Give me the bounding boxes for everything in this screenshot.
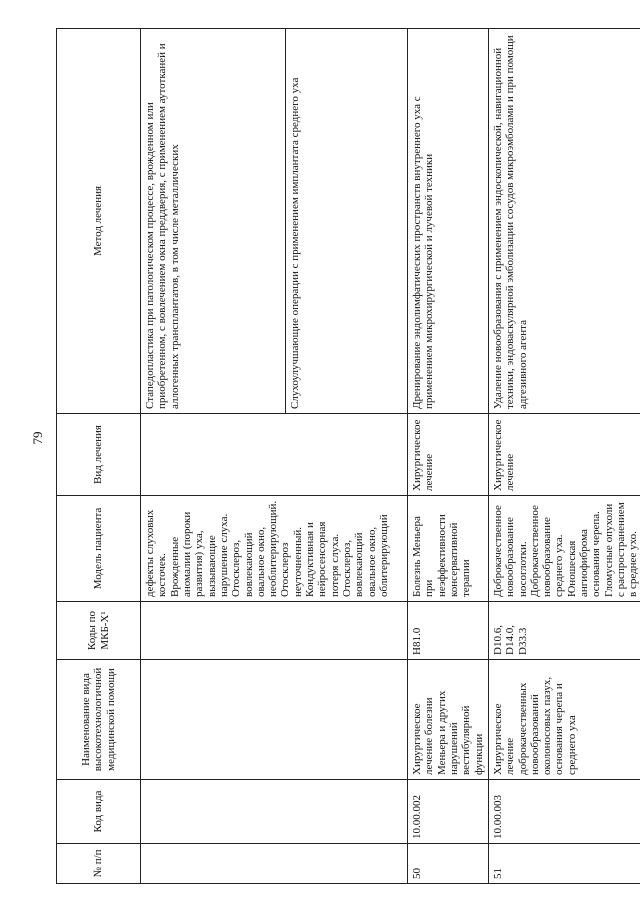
- header-type: Вид лечения: [57, 414, 141, 496]
- cell-method-2: Слухоулучшающие операции с применением имплантата среднего уха: [289, 77, 301, 409]
- table-row: [141, 29, 408, 884]
- header-code: Код вида: [57, 780, 141, 844]
- cell-type: Хирургическое лечение: [408, 414, 489, 496]
- header-num: № п/п: [57, 844, 141, 884]
- cell-model: Болезнь Меньера при неэффективности консервативной терапии: [408, 496, 489, 602]
- cell-num: 51: [488, 844, 640, 884]
- page-number: 79: [30, 431, 45, 445]
- rotated-table-wrapper: [56, 29, 640, 884]
- header-method: Метод лечения: [57, 29, 141, 414]
- cell-mkb: H81.0: [408, 602, 489, 660]
- cell-method: [141, 29, 408, 414]
- cell-num: 50: [408, 844, 489, 884]
- cell-name: Хирургическое лечение доброкачественных новообразований околоносовых пазух, основания черепа и среднего уха: [488, 660, 640, 780]
- cell-name: Хирургическое лечение болезни Меньера и других нарушений вестибулярной функции: [408, 660, 489, 780]
- header-model: Модель пациента: [57, 496, 141, 602]
- cell-type: [141, 414, 408, 496]
- table-row: [488, 29, 640, 884]
- cell-type: Хирургическое лечение: [488, 414, 640, 496]
- header-mkb: Коды по МКБ-Х¹: [57, 602, 141, 660]
- cell-code: 10.00.003: [488, 780, 640, 844]
- header-name: Наименование вида высокотехнологичной медицинской помощи: [57, 660, 141, 780]
- cell-method: Удаление новообразования с применением эндоскопической, навигационной техники, эндоваскулярной эмболизации сосудов микроэмболами и при помощи адгезивного агента: [488, 29, 640, 414]
- table-row: [408, 29, 489, 884]
- cell-code: [141, 780, 408, 844]
- cell-model: Доброкачественное новообразование носоглотки. Доброкачественное новообразование среднего уха. Юношеская ангиофиброма основания черепа. Гломусные опухоли с распространением в среднее ухо.: [488, 496, 640, 602]
- cell-mkb: [141, 602, 408, 660]
- cell-model: дефекты слуховых косточек. Врожденные аномалии (пороки развития) уха, вызывающие нарушение слуха. Отосклероз, вовлекающий овальное окно, необлитерирующий. Отосклероз неуточненный. Кондуктивная и нейросенсорная потеря слуха. Отосклероз, вовлекающий овальное окно, облитерирующий: [141, 496, 408, 602]
- cell-code: 10.00.002: [408, 780, 489, 844]
- cell-mkb: D10.6, D14.0, D33.3: [488, 602, 640, 660]
- vmp-table: [56, 28, 640, 884]
- cell-method-1: Стапедопластика при патологическом процессе, врожденном или приобретенном, с вовлечением окна преддверия, с применением аутотканей и аллогенных трансплантатов, в том числе металлических: [141, 29, 286, 413]
- table-header-row: [57, 29, 141, 884]
- cell-name: [141, 660, 408, 780]
- cell-num: [141, 844, 408, 884]
- cell-method: Дренирование эндолимфатических пространств внутреннего уха с применением микрохирургической и лучевой техники: [408, 29, 489, 414]
